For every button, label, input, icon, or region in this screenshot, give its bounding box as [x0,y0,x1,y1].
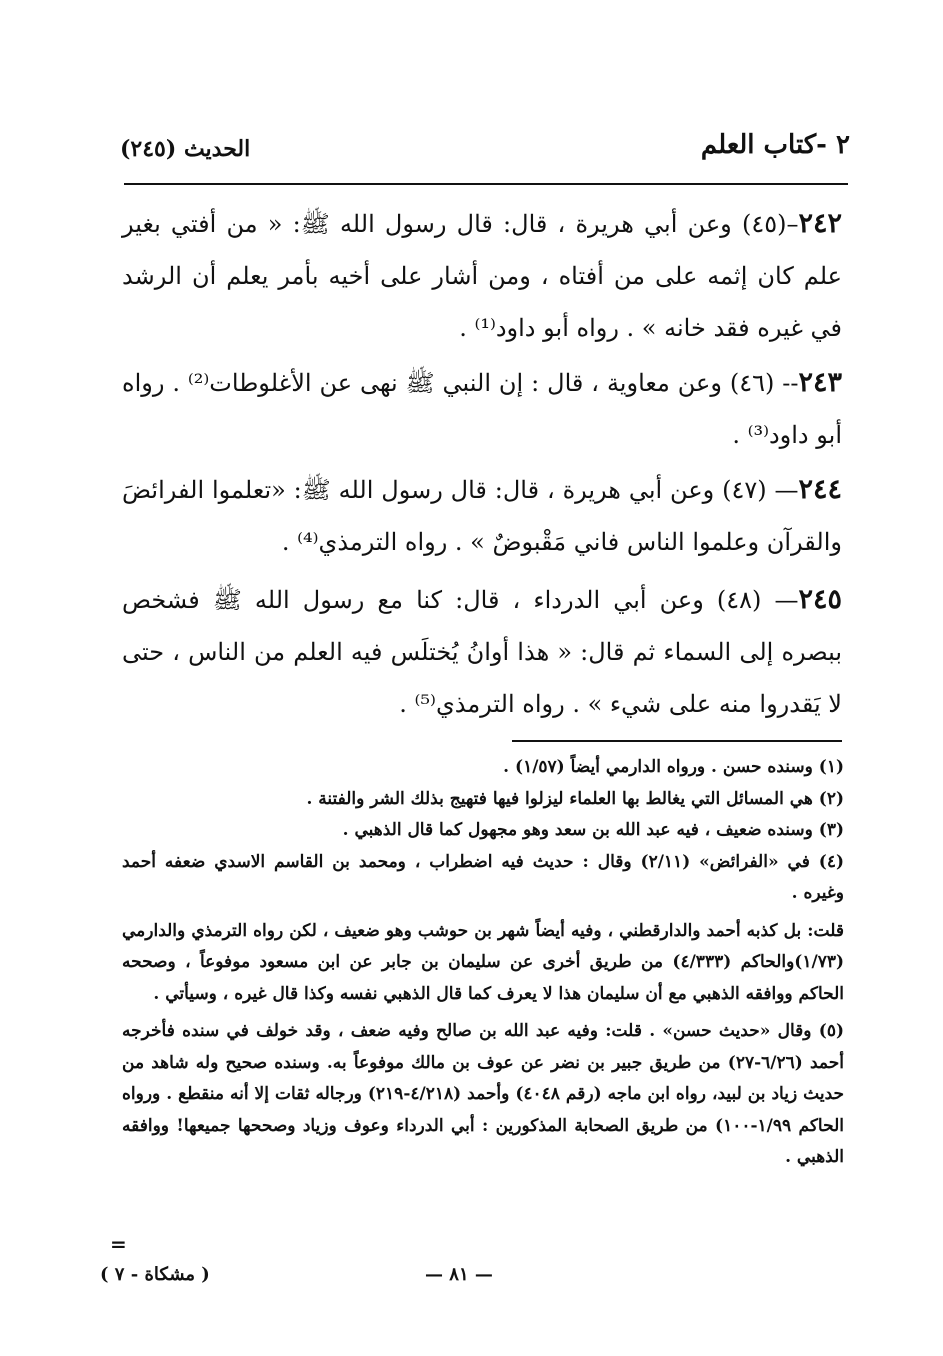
hadith-number: ٢٤٤ [798,474,842,505]
hadith-243 [122,357,842,461]
header-divider [124,183,848,185]
hadith-number: ٢٤٣ [798,367,842,398]
footnote-2: (٢) هي المسائل التي يغالط بها العلماء ليزلوا فيها فتهيج بذلك الشر والفتنة . [306,788,844,809]
footnote-4: (٤) في «الفرائض» (٢/١١) وقال : حديث فيه اضطراب ، ومحمد بن القاسم الاسدي ضعفه أحمد وغيره . [122,851,844,903]
footnotes [122,752,844,1174]
hadith-245 [122,574,842,730]
hadith-text: –(٤٥) وعن أبي هريرة ، قال: قال رسول الله ﷺ: « من أفتي بغير علم كان إثمه على من أفتاه ، ومن أشار على أخيه بأمر يعلم أن الرشد في غيره فقد خانه » . رواه أبو داود⁽¹⁾ . [122,210,842,342]
page-footer [100,1232,850,1292]
footnote-5: (٥) وقال «حديث حسن» . قلت: وفيه عبد الله بن صالح وفيه ضعف ، وقد خولف في سنده فأخرجه أحمد (٦/٢٦-٢٧) من طريق جبير بن نضر عن عوف بن مالك موفوعاً به. وسنده صحيح وله شاهد من حديث زياد بن لبيد، رواه ابن ماجه (رقم ٤٠٤٨) وأحمد (٤/٢١٨-٢١٩) ورجاله ثقات إلا أنه منقطع . ورواه الحاكم ١/٩٩-١٠٠) من طريق الصحابة المذكورين : أبي الدرداء وعوف وزياد وصححها جميعها! ووافقه الذهبي . [122,1021,845,1167]
series-label: ( مشكاة - ٧ ) [100,1264,210,1285]
footnote-4-comment: قلت: بل كذبه أحمد والدارقطني ، وفيه أيضاً شهر بن حوشب وهو ضعيف ، لكن رواه الترمذي والدارمي (١/٧٣)والحاكم (٤/٣٣٣) من طريق أخرى عن سليمان بن جابر عن ابن مسعود موفوعاً ، وصححه الحاكم ووافقه الذهبي مع أن سليمان هذا لا يعرف كما قال الذهبي نفسه وكذا قال غيره ، وسيأتي . [122,920,845,1004]
footnote-1: (١) وسنده حسن . ورواه الدارمي أيضاً (١/٥٧) . [503,757,844,777]
hadith-number: ٢٤٢ [798,208,842,239]
footnote-divider [512,740,842,742]
hadith-number: ٢٤٥ [798,584,842,615]
hadith-text: -- (٤٦) وعن معاوية ، قال : إن النبي ﷺ نهى عن الأغلوطات⁽²⁾ . رواه أبو داود⁽³⁾ . [122,369,842,449]
page-header [120,130,850,178]
page-number: — ٨١ — [425,1264,493,1285]
hadith-242 [122,198,842,354]
footnote-3: (٣) وسنده ضعيف ، فيه عبد الله بن سعد وهو مجهول كما قال الذهبي . [342,820,844,840]
hadith-244 [122,464,842,568]
hadith-text: — (٤٧) وعن أبي هريرة ، قال: قال رسول الله ﷺ: «تعلموا الفرائضَ والقرآن وعلموا الناس فاني مَقْبوضٌ » . رواه الترمذي⁽⁴⁾ . [122,476,842,556]
hadith-text: — (٤٨) وعن أبي الدرداء ، قال: كنا مع رسول الله ﷺ فشخص ببصره إلى السماء ثم قال: « هذا أوانُ يُختلَس فيه العلم من الناس ، حتى لا يَقدروا منه على شيء » . رواه الترمذي⁽⁵⁾ . [122,586,842,718]
continuation-mark: = [110,1232,127,1256]
hadith-range: الحديث (٢٤٥) [120,136,251,162]
chapter-title: ٢ -كتاب العلم [700,130,850,160]
